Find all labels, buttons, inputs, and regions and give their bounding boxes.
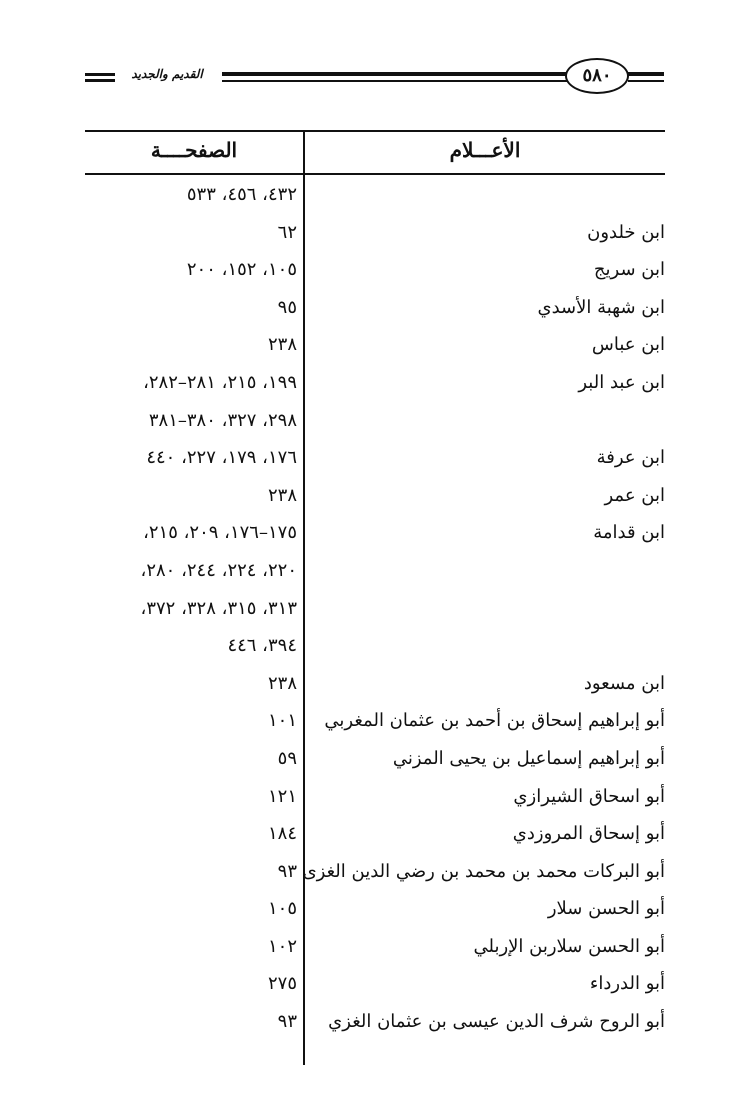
table-row [85,934,665,972]
entry-pages: ١٠٥ [267,898,297,920]
table-row [85,671,665,709]
entry-pages: ٢٣٨ [267,672,297,694]
entry-name: أبو الحسن سلار [547,898,665,920]
table-header-rule [85,173,665,175]
table-rows [85,182,665,1047]
table-row [85,558,665,596]
table-top-rule [85,130,665,132]
entry-name: أبو إبراهيم إسحاق بن أحمد بن عثمان المغربي [324,710,665,732]
entry-name: ابن عرفة [596,447,665,469]
entry-pages: ٩٥ [277,296,297,318]
entry-name: أبو اسحاق الشيرازي [513,785,665,807]
book-title: القديم والجديد [131,67,203,81]
table-row [85,746,665,784]
table-row [85,821,665,859]
entry-name: ابن قدامة [593,522,665,544]
entry-pages: ٢٩٨، ٣٢٧، ٣٨٠–٣٨١ [148,409,297,431]
entry-pages: ١٠٢ [267,935,297,957]
table-row [85,633,665,671]
header-rule-right-thick [628,72,664,76]
entry-pages: ١٠١ [267,710,297,732]
entry-pages: ٢٢٠، ٢٢٤، ٢٤٤، ٢٨٠، [140,559,297,581]
table-row [85,896,665,934]
index-table [85,130,665,1070]
entry-pages: ٩٣ [277,860,297,882]
table-row [85,596,665,634]
table-row [85,859,665,897]
entry-name: ابن عبد البر [578,371,665,393]
column-header-names: الأعـــلام [449,138,521,162]
table-row [85,708,665,746]
table-row [85,445,665,483]
entry-pages: ١٧٥–١٧٦، ٢٠٩، ٢١٥، [143,522,297,544]
entry-pages: ٢٣٨ [267,484,297,506]
header-rule-right-thin [628,80,664,82]
table-row [85,971,665,1009]
entry-pages: ١٧٦، ١٧٩، ٢٢٧، ٤٤٠ [146,447,297,469]
entry-name: ابن سريج [593,259,665,281]
entry-name: ابن خلدون [587,221,665,243]
table-row [85,784,665,822]
entry-name: أبو إسحاق المروزدي [512,823,665,845]
table-row [85,370,665,408]
entry-name: ابن عمر [604,484,665,506]
table-row [85,257,665,295]
entry-pages: ٢٧٥ [267,973,297,995]
entry-name: أبو الروح شرف الدين عيسى بن عثمان الغزي [328,1011,665,1033]
entry-pages: ١٢١ [267,785,297,807]
entry-pages: ١٨٤ [267,823,297,845]
entry-pages: ٣٩٤، ٤٤٦ [227,635,297,657]
entry-pages: ١٠٥، ١٥٢، ٢٠٠ [186,259,297,281]
table-row [85,520,665,558]
header-rule-thick [222,72,567,76]
header-ornament-bars [85,73,115,85]
entry-pages: ٩٣ [277,1011,297,1033]
header-rule-thin [222,80,567,82]
table-row [85,1009,665,1047]
entry-name: أبو إبراهيم إسماعيل بن يحيى المزني [392,747,665,769]
running-header [0,58,755,102]
table-row [85,182,665,220]
entry-name: ابن شهبة الأسدي [537,296,665,318]
column-header-pages: الصفحــــة [150,138,238,162]
entry-name: ابن مسعود [583,672,665,694]
entry-pages: ٦٢ [277,221,297,243]
entry-name: ابن عباس [591,334,665,356]
entry-name: أبو الحسن سلاربن الإربلي [473,935,665,957]
entry-name: أبو الدرداء [589,973,665,995]
entry-pages: ١٩٩، ٢١٥، ٢٨١–٢٨٢، [143,371,297,393]
entry-name: أبو البركات محمد بن محمد بن رضي الدين الغزى [302,860,665,882]
table-row [85,483,665,521]
table-row [85,295,665,333]
entry-pages: ٢٣٨ [267,334,297,356]
entry-pages: ٥٩ [277,747,297,769]
page-number: ٥٨٠ [565,58,629,94]
table-row [85,220,665,258]
entry-pages: ٣١٣، ٣١٥، ٣٢٨، ٣٧٢، [140,597,297,619]
table-row [85,332,665,370]
entry-pages: ٤٣٢، ٤٥٦، ٥٣٣ [186,184,297,205]
table-row [85,408,665,446]
